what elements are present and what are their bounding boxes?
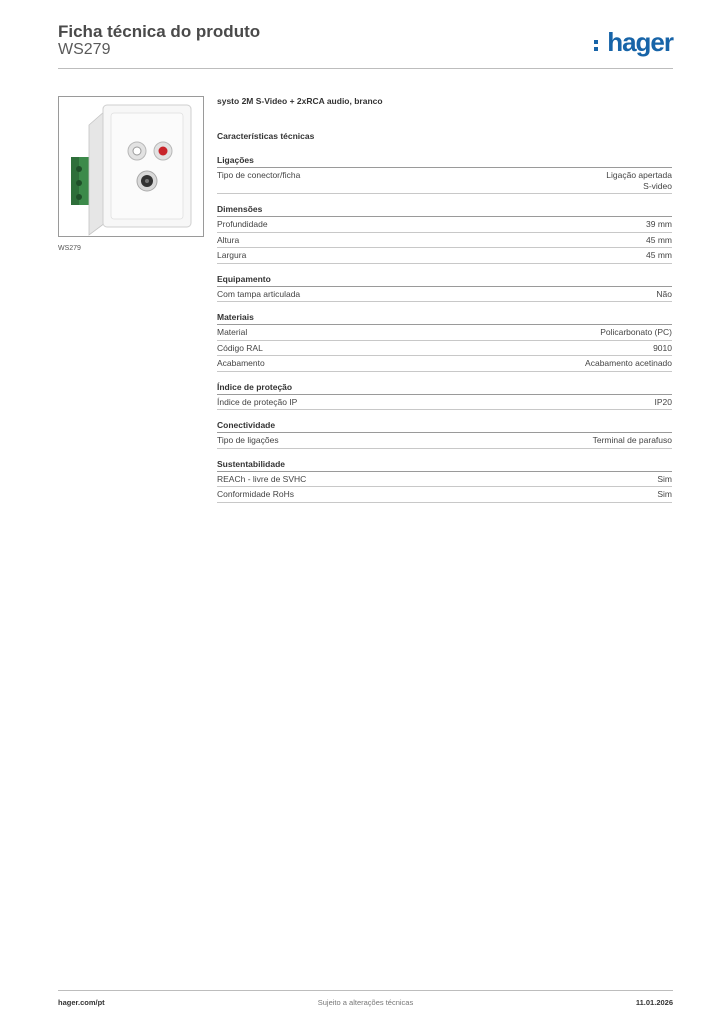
- spec-row: [217, 395, 672, 411]
- document-header: [58, 20, 673, 69]
- spec-value-line: Policarbonato (PC): [600, 327, 672, 337]
- section-title: Materiais: [217, 312, 672, 325]
- logo-text: hager: [607, 27, 673, 57]
- spec-section: [217, 420, 672, 449]
- spec-section: [217, 459, 672, 503]
- spec-value-line: 45 mm: [646, 234, 672, 245]
- spec-content: [217, 96, 672, 513]
- spec-value-line: S-video: [643, 180, 672, 191]
- spec-label: Material: [217, 327, 248, 337]
- product-image: [58, 96, 204, 237]
- spec-row: [217, 248, 672, 264]
- spec-value-line: 9010: [653, 342, 672, 353]
- spec-value-line: 39 mm: [646, 219, 672, 229]
- spec-label: REACh - livre de SVHC: [217, 473, 307, 484]
- spec-value: [646, 219, 672, 230]
- spec-sections: [217, 155, 672, 503]
- spec-row: [217, 487, 672, 503]
- spec-label: Índice de proteção IP: [217, 396, 298, 407]
- spec-label: Acabamento: [217, 358, 265, 368]
- spec-section: [217, 204, 672, 264]
- spec-section: [217, 274, 672, 303]
- spec-row: [217, 217, 672, 233]
- spec-label: Código RAL: [217, 342, 263, 353]
- document-title: Ficha técnica do produto: [58, 22, 261, 41]
- spec-label: Altura: [217, 234, 240, 245]
- spec-value: [606, 170, 672, 191]
- spec-value: [585, 358, 672, 369]
- footer-notice: Sujeito a alterações técnicas: [317, 998, 414, 1007]
- spec-row: [217, 233, 672, 249]
- spec-label: Tipo de ligações: [217, 435, 279, 445]
- section-title: Conectividade: [217, 420, 672, 433]
- spec-row: [217, 168, 672, 194]
- product-reference: WS279: [58, 41, 111, 58]
- spec-value-line: Ligação apertada: [606, 170, 672, 180]
- section-title: Dimensões: [217, 204, 672, 217]
- spec-value: [657, 489, 672, 500]
- spec-section: [217, 312, 672, 372]
- footer-date: 11.01.2026: [635, 998, 673, 1007]
- spec-row: [217, 433, 672, 449]
- product-illustration: [59, 97, 203, 236]
- spec-value: [656, 289, 672, 300]
- section-title: Sustentabilidade: [217, 459, 672, 472]
- spec-label: Com tampa articulada: [217, 288, 301, 299]
- spec-value: [646, 235, 672, 246]
- image-caption: WS279: [58, 245, 81, 252]
- spec-value: [657, 474, 672, 485]
- spec-value-line: Sim: [657, 489, 672, 499]
- section-title: Ligações: [217, 155, 672, 168]
- spec-row: [217, 472, 672, 488]
- spec-value-line: Sim: [657, 473, 672, 484]
- spec-value-line: Terminal de parafuso: [592, 435, 672, 445]
- spec-row: [217, 325, 672, 341]
- spec-label: Conformidade RoHs: [217, 489, 295, 499]
- spec-value: [653, 343, 672, 354]
- spec-row: [217, 341, 672, 357]
- spec-label: Tipo de conector/ficha: [217, 170, 301, 180]
- spec-section: [217, 155, 672, 194]
- spec-value-line: Acabamento acetinado: [585, 358, 672, 368]
- spec-section: [217, 382, 672, 411]
- spec-label: Largura: [217, 250, 247, 260]
- product-description: systo 2M S-Video + 2xRCA audio, branco: [217, 96, 383, 106]
- logo-dots-icon: [594, 40, 599, 52]
- spec-row: [217, 287, 672, 303]
- section-title: Índice de proteção: [217, 382, 672, 395]
- spec-value-line: Não: [656, 288, 672, 299]
- footer-website: hager.com/pt: [58, 998, 105, 1007]
- spec-value: [655, 397, 673, 408]
- spec-value-line: 45 mm: [646, 250, 672, 260]
- section-title: Equipamento: [217, 274, 672, 287]
- spec-value-line: IP20: [654, 396, 672, 407]
- spec-value: [593, 435, 672, 446]
- spec-row: [217, 356, 672, 372]
- spec-value: [600, 327, 672, 338]
- characteristics-heading: Características técnicas: [217, 131, 315, 141]
- document-footer: [58, 990, 673, 1007]
- spec-value: [646, 250, 672, 261]
- spec-label: Profundidade: [217, 219, 268, 229]
